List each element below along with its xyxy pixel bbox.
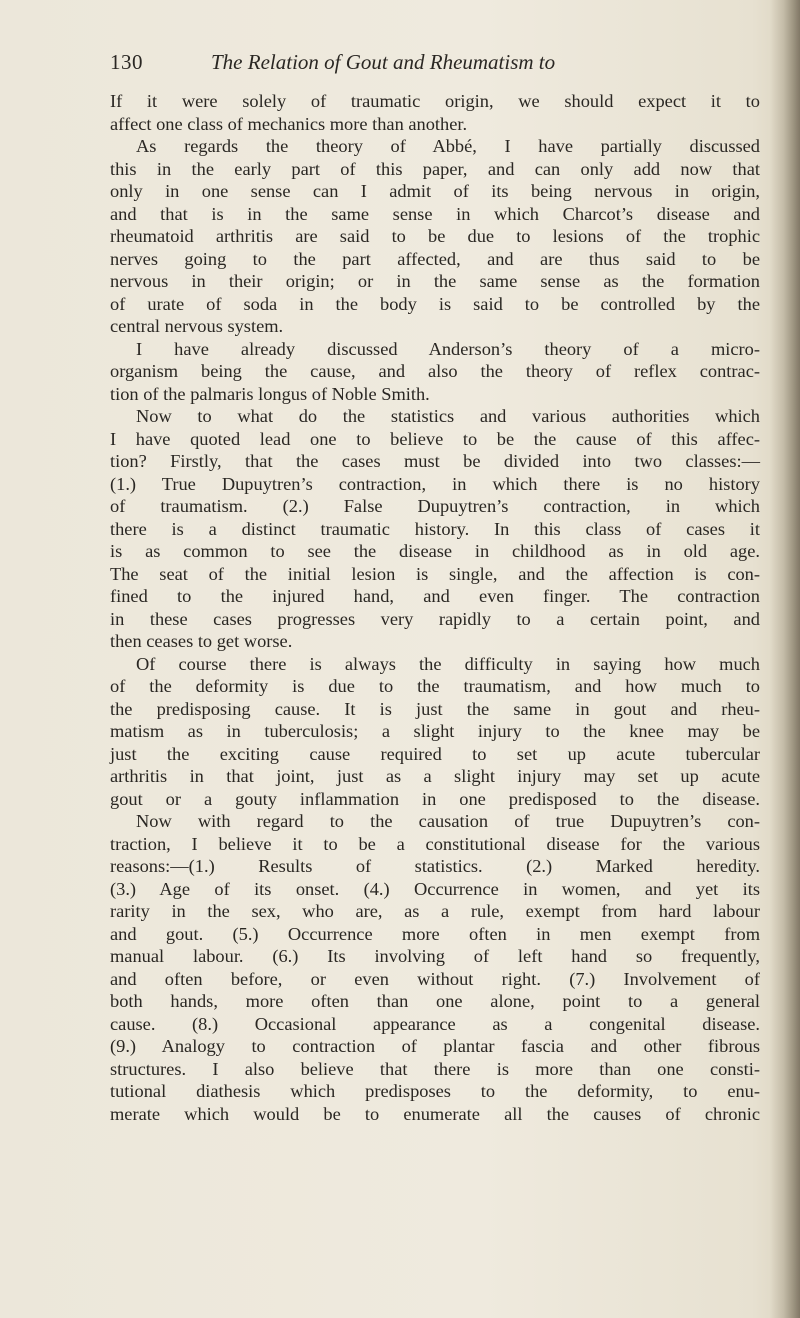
text-line: and often before, or even without right. (7.) Involvement of [110, 968, 760, 989]
text-line: arthritis in that joint, just as a slight injury may set up acute [110, 766, 760, 786]
text-line: rheumatoid arthritis are said to be due to lesions of the trophic [110, 226, 760, 246]
text-line: gout or a gouty inflammation in one predisposed to the disease. [110, 788, 760, 809]
text-line: reasons:—(1.) Results of statistics. (2.) Marked heredity. [110, 856, 760, 876]
text-line: I have quoted lead one to believe to be the cause of this affec- [110, 428, 760, 449]
text-line: of the deformity is due to the traumatism, and how much to [110, 676, 760, 696]
text-line: (1.) True Dupuytren’s contraction, in which there is no history [110, 473, 760, 494]
text-line: tutional diathesis which predisposes to the deformity, to enu- [110, 1081, 760, 1101]
running-title: The Relation of Gout and Rheumatism to [211, 50, 556, 74]
text-line: then ceases to get worse. [110, 631, 293, 651]
text-line: merate which would be to enumerate all the causes of chronic [110, 1103, 760, 1124]
text-line: this in the early part of this paper, and can only add now that [110, 158, 760, 179]
text-line: and that is in the same sense in which Charcot’s disease and [110, 203, 760, 224]
text-line: just the exciting cause required to set up acute tubercular [110, 743, 760, 764]
text-line: cause. (8.) Occasional appearance as a congenital disease. [110, 1013, 760, 1034]
text-line: (9.) Analogy to contraction of plantar fascia and other fibrous [110, 1036, 760, 1056]
body-text [110, 90, 760, 1125]
text-line: of traumatism. (2.) False Dupuytren’s contraction, in which [110, 496, 760, 516]
text-line: of urate of soda in the body is said to be controlled by the [110, 293, 760, 314]
page-spine-shadow [770, 0, 800, 1318]
text-line: rarity in the sex, who are, as a rule, exempt from hard labour [110, 901, 760, 921]
text-line: the predisposing cause. It is just the same in gout and rheu- [110, 698, 760, 719]
text-line: manual labour. (6.) Its involving of left hand so frequently, [110, 946, 760, 966]
text-line: nervous in their origin; or in the same sense as the formation [110, 271, 760, 291]
text-line: fined to the injured hand, and even finger. The contraction [110, 586, 760, 606]
text-line: traction, I believe it to be a constitutional disease for the various [110, 833, 760, 854]
page-number: 130 [110, 50, 143, 74]
text-line: central nervous system. [110, 316, 284, 336]
text-line: there is a distinct traumatic history. In this class of cases it [110, 518, 760, 539]
text-line: Now with regard to the causation of true Dupuytren’s con- [136, 811, 760, 831]
text-line: and gout. (5.) Occurrence more often in men exempt from [110, 923, 760, 944]
text-line: (3.) Age of its onset. (4.) Occurrence in women, and yet its [110, 878, 760, 899]
text-line: I have already discussed Anderson’s theory of a micro- [136, 338, 760, 359]
text-line: Of course there is always the difficulty in saying how much [136, 653, 760, 674]
text-line: is as common to see the disease in childhood as in old age. [110, 541, 760, 561]
text-line: tion? Firstly, that the cases must be divided into two classes:— [110, 451, 760, 471]
page-header [110, 50, 760, 80]
text-line: structures. I also believe that there is more than one consti- [110, 1058, 760, 1079]
text-line: affect one class of mechanics more than another. [110, 113, 468, 134]
text-line: matism as in tuberculosis; a slight injury to the knee may be [110, 721, 760, 741]
text-line: The seat of the initial lesion is single, and the affection is con- [110, 563, 760, 584]
text-line: nerves going to the part affected, and are thus said to be [110, 248, 760, 269]
text-line: If it were solely of traumatic origin, we should expect it to [110, 91, 760, 111]
text-line: Now to what do the statistics and various authorities which [136, 406, 760, 426]
text-line: organism being the cause, and also the theory of reflex contrac- [110, 361, 760, 381]
text-line: tion of the palmaris longus of Noble Smith. [110, 383, 430, 404]
text-line: in these cases progresses very rapidly to a certain point, and [110, 608, 760, 629]
text-line: only in one sense can I admit of its being nervous in origin, [110, 181, 760, 201]
text-line: As regards the theory of Abbé, I have partially discussed [136, 136, 760, 156]
text-line: both hands, more often than one alone, point to a general [110, 991, 760, 1011]
